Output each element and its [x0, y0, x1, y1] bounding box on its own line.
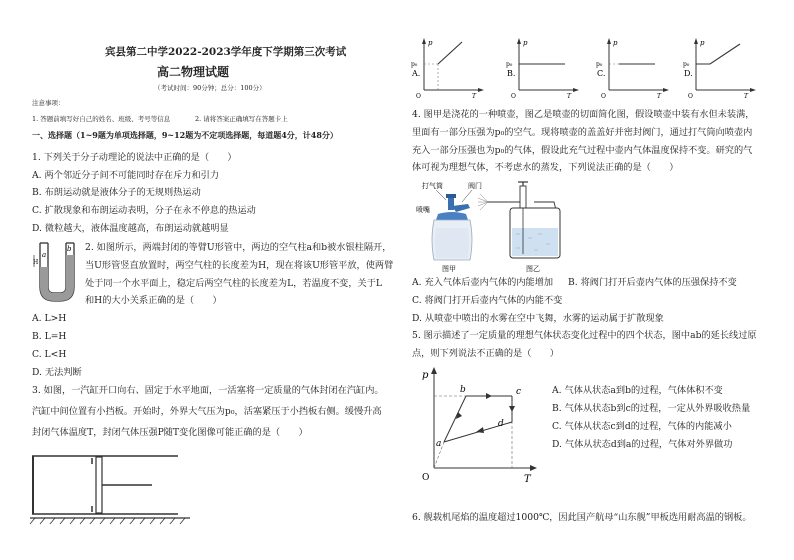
q4-option-d: D. 从喷壶中喷出的水雾在空中飞舞，水雾的运动属于扩散现象	[412, 313, 664, 324]
q4-line-3: 充入一部分压强也为p₀的气体，假设此充气过程中壶内气体温度保持不变。研究的气	[412, 145, 753, 156]
q4-option-a: A. 充入气体后壶内气体的内能增加	[412, 277, 554, 288]
graph-a-origin: O	[416, 93, 421, 100]
notice-item-1: 1. 答题前填写好自己的姓名、班级、考号等信息	[32, 115, 171, 123]
label-valve: 阀门	[468, 182, 482, 190]
graph-d-p-axis: p	[700, 39, 705, 47]
q1-option-c: C. 扩散现象和布朗运动表明，分子在永不停息的热运动	[32, 205, 256, 216]
graph-b-t-axis: T	[567, 93, 572, 100]
q6-line-1: 6. 舰载机尾焰的温度超过1000℃，因此国产航母“山东舰”甲板选用耐高温的钢板。	[412, 512, 752, 523]
label-figure-jia: 图甲	[442, 265, 456, 273]
cylinder-figure	[30, 448, 200, 530]
u-tube-label-a: a	[42, 251, 47, 259]
state-point-d: d	[498, 419, 504, 429]
q5-option-c: C. 气体从状态c到d的过程，气体的内能减小	[552, 421, 732, 432]
q2-option-b: B. L=H	[32, 331, 67, 342]
notice-label: 注意事项：	[32, 99, 65, 107]
q5-line-1: 5. 图示描述了一定质量的理想气体状态变化过程中的四个状态，图中ab的延长线过原	[412, 330, 757, 341]
graph-b-p-axis: p	[523, 39, 528, 47]
q5-line-2: 点，则下列说法不正确的是（ ）	[412, 348, 559, 359]
q1-stem: 1. 下列关于分子动理论的说法中正确的是（ ）	[32, 152, 237, 163]
q2-line-3: 处于同一个水平面上，稳定后两空气柱的长度差为L，若温度不变，关于L	[85, 278, 383, 289]
state-point-b: b	[460, 385, 466, 395]
q1-option-d: D. 微粒越大，液体温度越高，布朗运动就越明显	[32, 223, 229, 234]
graph-a-label: A.	[412, 69, 421, 78]
exam-title: 高二物理试题	[157, 65, 230, 79]
q2-line-1: 2. 如图所示，两端封闭的等臂U形管中，两边的空气柱a和b被水银柱隔开，	[85, 242, 392, 253]
q4-line-4: 体可视为理想气体，不考虑水的蒸发，下列说法正确的是（ ）	[412, 162, 679, 173]
q2-line-4: 和H的大小关系正确的是（ ）	[85, 295, 222, 306]
q3-line-1: 3. 如图，一汽缸开口向右、固定于水平地面，一活塞将一定质量的气体封闭在汽缸内。	[32, 385, 384, 396]
q3-line-2: 汽缸中间位置有小挡板。开始时，外界大气压为p₀，活塞紧压于小挡板右侧。缓慢升高	[32, 406, 382, 417]
q2-option-c: C. L<H	[32, 349, 67, 360]
q3-line-3: 封闭气体温度T，封闭气体压强P随T变化图像可能正确的是（ ）	[32, 427, 308, 438]
graph-c-origin: O	[601, 93, 606, 100]
graph-a-p0: p₀	[411, 61, 418, 68]
graph-a	[411, 38, 484, 100]
graph-d-origin: O	[688, 93, 693, 100]
graph-b	[506, 38, 579, 100]
q4-option-c: C. 将阀门打开后壶内气体的内能不变	[412, 295, 563, 306]
u-tube-label-h: H	[33, 259, 39, 266]
graph-b-p0: p₀	[506, 61, 513, 68]
label-nozzle: 喷嘴	[416, 206, 430, 214]
spray-bottle-figures	[412, 180, 602, 272]
school-title: 宾县第二中学2022-2023学年度下学期第三次考试	[105, 46, 347, 58]
graph-c-p0: p₀	[596, 61, 603, 68]
state-origin: O	[422, 473, 430, 483]
label-pump: 打气筒	[422, 182, 443, 190]
state-point-a: a	[436, 439, 442, 449]
u-tube-figure	[30, 237, 82, 307]
graph-b-origin: O	[511, 93, 516, 100]
graph-a-t-axis: T	[472, 93, 477, 100]
q1-option-b: B. 布朗运动就是液体分子的无规则热运动	[32, 187, 201, 198]
state-p-axis: p	[422, 370, 429, 381]
q5-option-a: A. 气体从状态a到b的过程，气体体积不变	[552, 385, 723, 396]
q2-line-2: 当U形管竖直放置时，两空气柱的长度差为H，现在将该U形管平放，使两臂	[85, 260, 394, 271]
q4-line-2: 里面有一部分压强为p₀的空气。现将喷壶的盖盖好并密封阀门，通过打气筒向喷壶内	[412, 127, 753, 138]
q4-option-b: B. 将阀门打开后壶内气体的压强保持不变	[568, 277, 737, 288]
notice-item-2: 2. 请将答案正确填写在答题卡上	[195, 115, 288, 123]
graph-b-label: B.	[507, 69, 516, 78]
graph-d	[683, 38, 756, 100]
graph-a-p-axis: p	[428, 39, 433, 47]
graph-c-label: C.	[597, 69, 606, 78]
exam-info: （考试时间：90分钟；总分：100分）	[154, 84, 266, 92]
graph-d-label: D.	[684, 69, 693, 78]
graph-d-p0: p₀	[683, 61, 690, 68]
q2-option-d: D. 无法判断	[32, 367, 82, 378]
q5-option-d: D. 气体从状态d到a的过程，气体对外界做功	[552, 439, 733, 450]
q4-line-1: 4. 图甲是浇花的一种喷壶，图乙是喷壶的切面简化图，假设喷壶中装有水但未装满，	[412, 109, 755, 120]
section-1-heading: 一、选择题（1~9题为单项选择题，9~12题为不定项选择题，每道题4分，计48分）	[32, 130, 338, 140]
state-t-axis: T	[524, 474, 531, 485]
q1-option-a: A. 两个邻近分子间不可能同时存在斥力和引力	[32, 170, 220, 181]
state-point-c: c	[516, 387, 522, 397]
label-figure-yi: 图乙	[526, 265, 540, 273]
u-tube-label-b: b	[67, 245, 72, 253]
graph-c-p-axis: p	[613, 39, 618, 47]
state-diagram	[412, 364, 542, 486]
graph-c-t-axis: T	[657, 93, 662, 100]
pt-graph-options	[411, 36, 782, 100]
q2-option-a: A. L>H	[32, 313, 67, 324]
graph-c	[596, 38, 669, 100]
q5-option-b: B. 气体从状态b到c的过程，一定从外界吸收热量	[552, 403, 751, 414]
graph-d-t-axis: T	[744, 93, 749, 100]
